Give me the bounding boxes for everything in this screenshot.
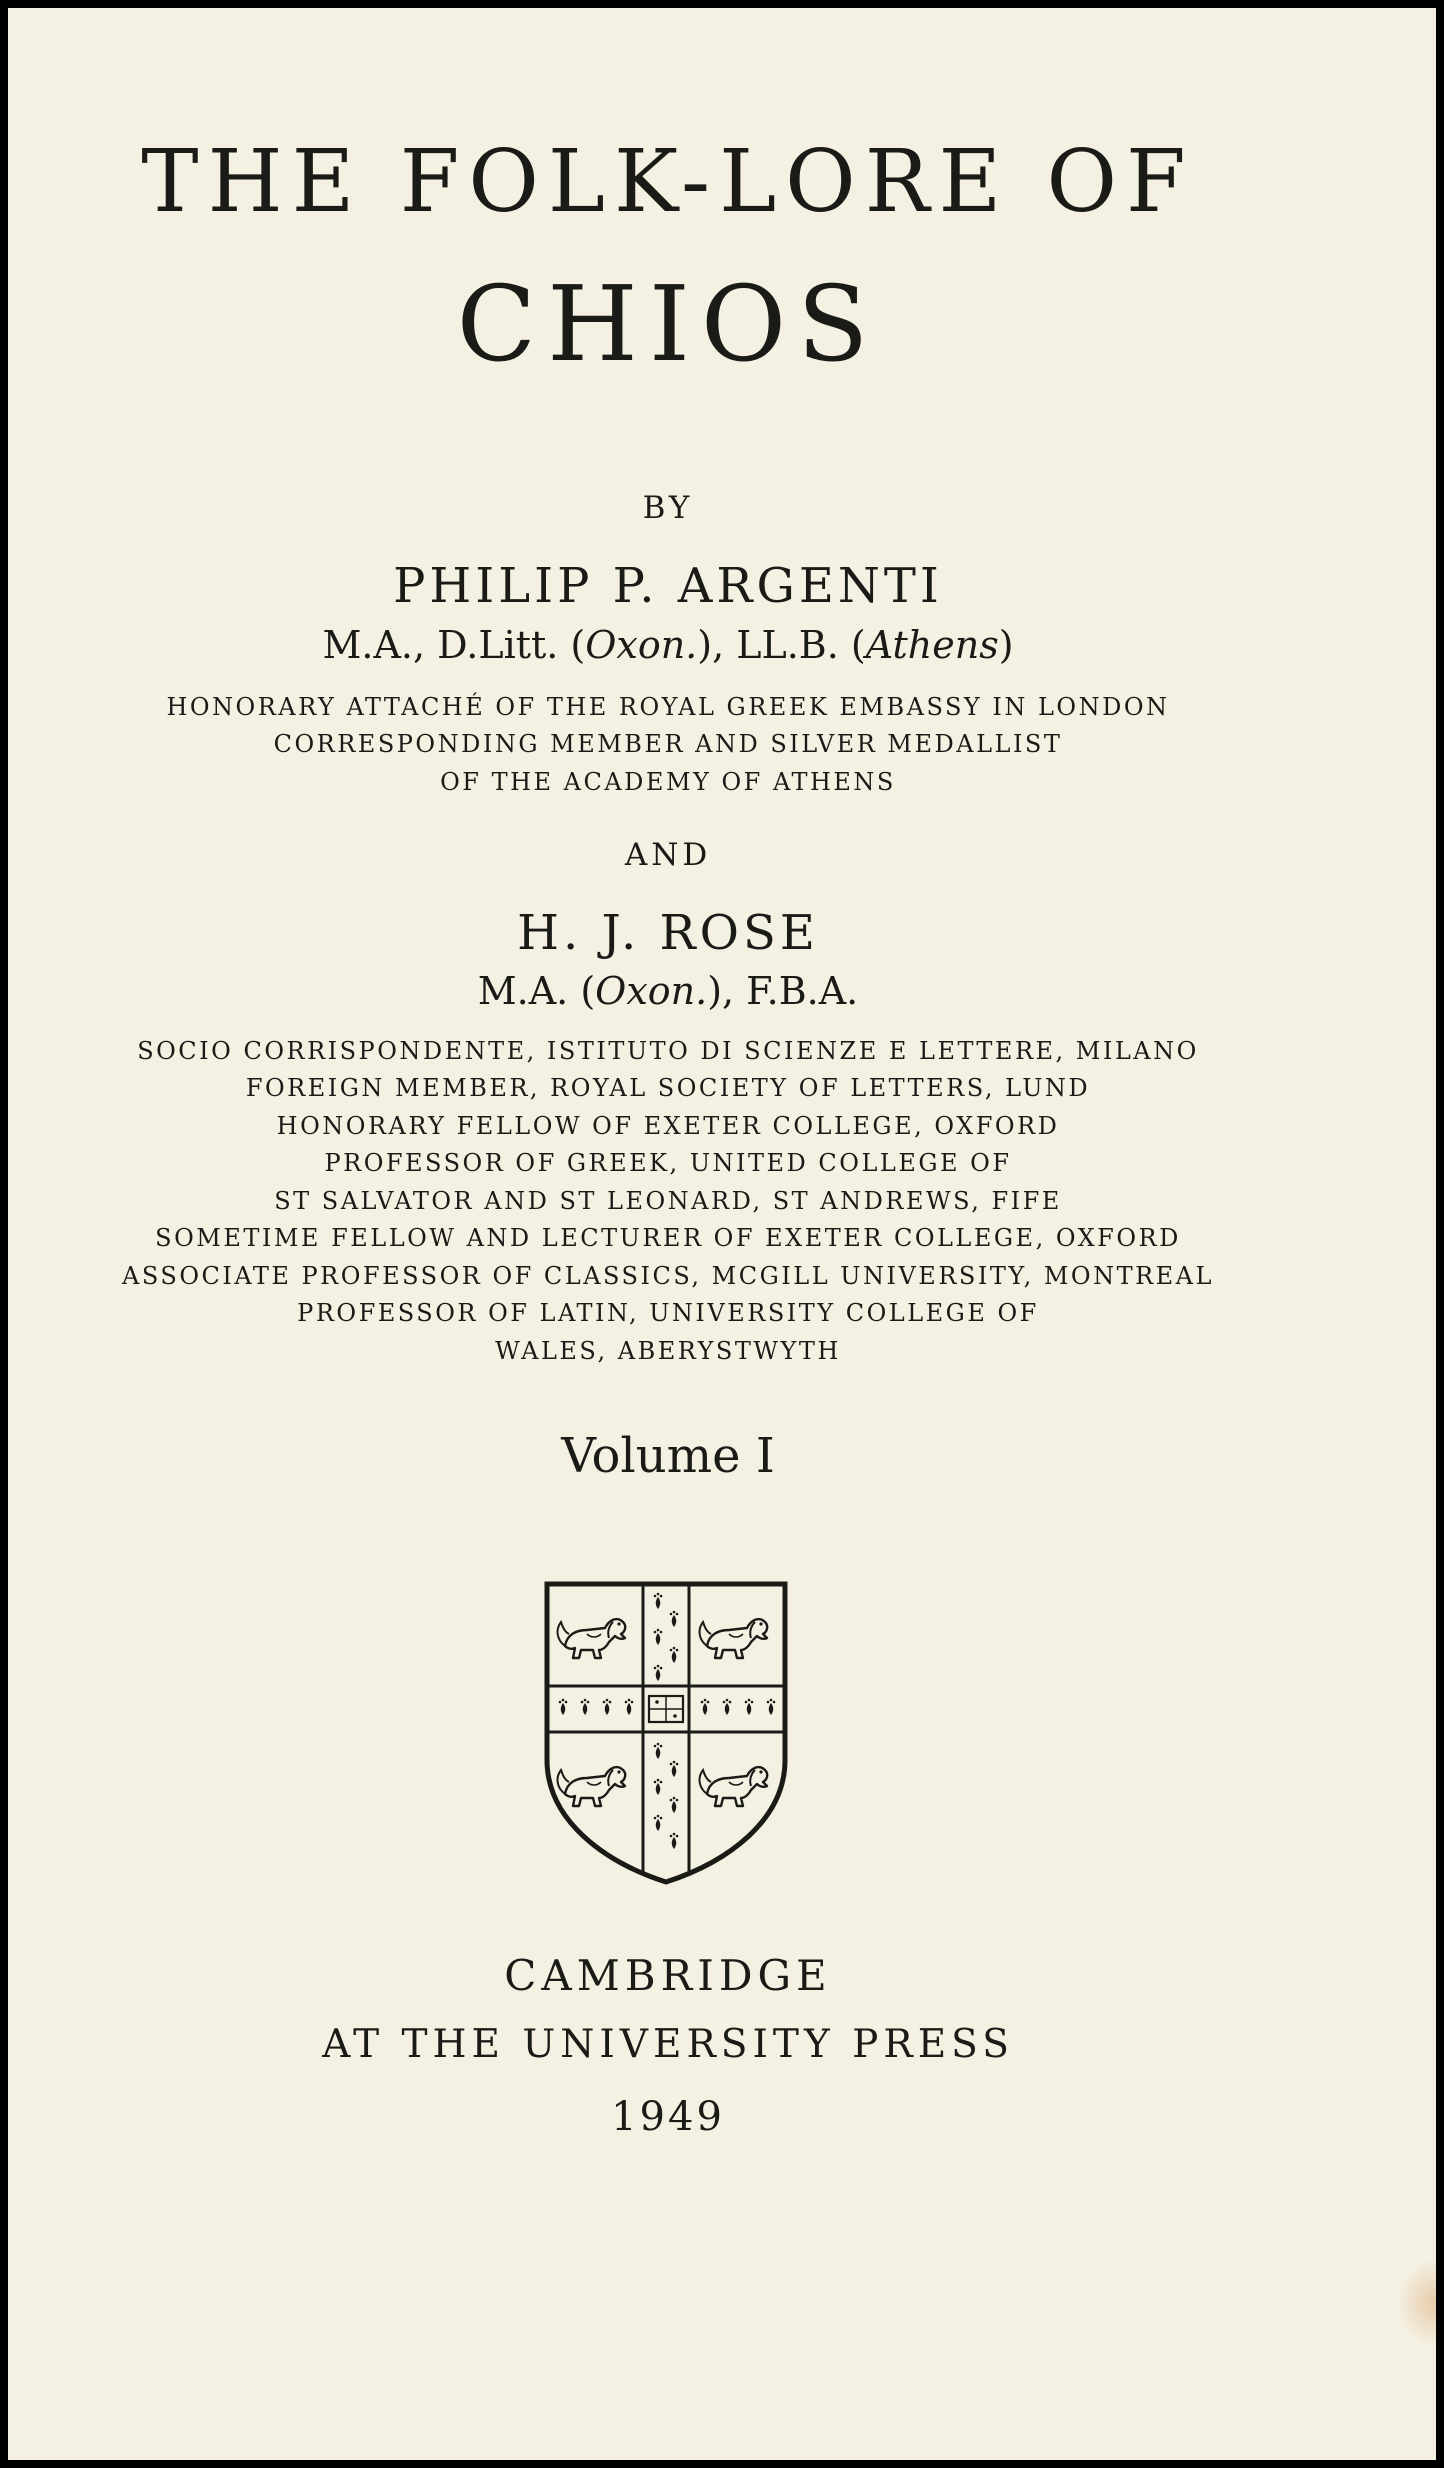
author-2-credential: SOMETIME FELLOW AND LECTURER OF EXETER COLLEGE, OXFORD: [155, 1224, 1181, 1252]
title-page: [8, 8, 1436, 2460]
author-2-credential: ST SALVATOR AND ST LEONARD, ST ANDREWS, FIFE: [274, 1187, 1062, 1215]
author-1-degrees-suffix: ): [998, 623, 1014, 667]
author-2-degrees-prefix: M.A. (: [477, 969, 596, 1013]
imprint-city: CAMBRIDGE: [504, 1951, 832, 2000]
imprint-press: AT THE UNIVERSITY PRESS: [322, 2022, 1014, 2067]
author-2-name: H. J. ROSE: [517, 905, 819, 961]
by-label: BY: [642, 490, 694, 526]
author-2-credential: WALES, ABERYSTWYTH: [495, 1337, 841, 1365]
author-1-credential: HONORARY ATTACHÉ OF THE ROYAL GREEK EMBASSY IN LONDON: [166, 693, 1170, 721]
imprint-year: 1949: [611, 2094, 725, 2140]
author-1-degrees-mid: ), LL.B. (: [697, 623, 866, 667]
author-1-credential: OF THE ACADEMY OF ATHENS: [440, 768, 896, 796]
author-1-degrees: [8, 620, 1328, 670]
author-2-credential: SOCIO CORRISPONDENTE, ISTITUTO DI SCIENZE E LETTERE, MILANO: [137, 1037, 1199, 1065]
book-title-line-2: CHIOS: [456, 263, 880, 385]
and-label: AND: [624, 837, 712, 873]
book-title-line-1: THE FOLK-LORE OF: [141, 132, 1195, 232]
author-1-credential: CORRESPONDING MEMBER AND SILVER MEDALLIST: [273, 730, 1063, 758]
author-2-degrees: [8, 966, 1328, 1016]
author-1-degrees-prefix: M.A., D.Litt. (: [322, 623, 586, 667]
author-1-name: PHILIP P. ARGENTI: [393, 558, 943, 614]
author-2-credential: FOREIGN MEMBER, ROYAL SOCIETY OF LETTERS, LUND: [245, 1074, 1091, 1102]
author-1-degrees-oxon: Oxon.: [585, 623, 698, 667]
volume-label: Volume I: [561, 1428, 775, 1484]
author-2-credential: ASSOCIATE PROFESSOR OF CLASSICS, MCGILL UNIVERSITY, MONTREAL: [122, 1262, 1214, 1290]
university-arms-crest: [543, 1580, 789, 1886]
author-2-degrees-oxon: Oxon.: [595, 969, 708, 1013]
author-2-credential: PROFESSOR OF LATIN, UNIVERSITY COLLEGE OF: [297, 1299, 1039, 1327]
author-1-degrees-athens: Athens: [865, 623, 999, 667]
author-2-degrees-suffix: ), F.B.A.: [707, 969, 859, 1013]
author-2-credential: HONORARY FELLOW OF EXETER COLLEGE, OXFORD: [276, 1112, 1060, 1140]
paper-stain: [1396, 2258, 1436, 2348]
author-2-credential: PROFESSOR OF GREEK, UNITED COLLEGE OF: [324, 1149, 1012, 1177]
